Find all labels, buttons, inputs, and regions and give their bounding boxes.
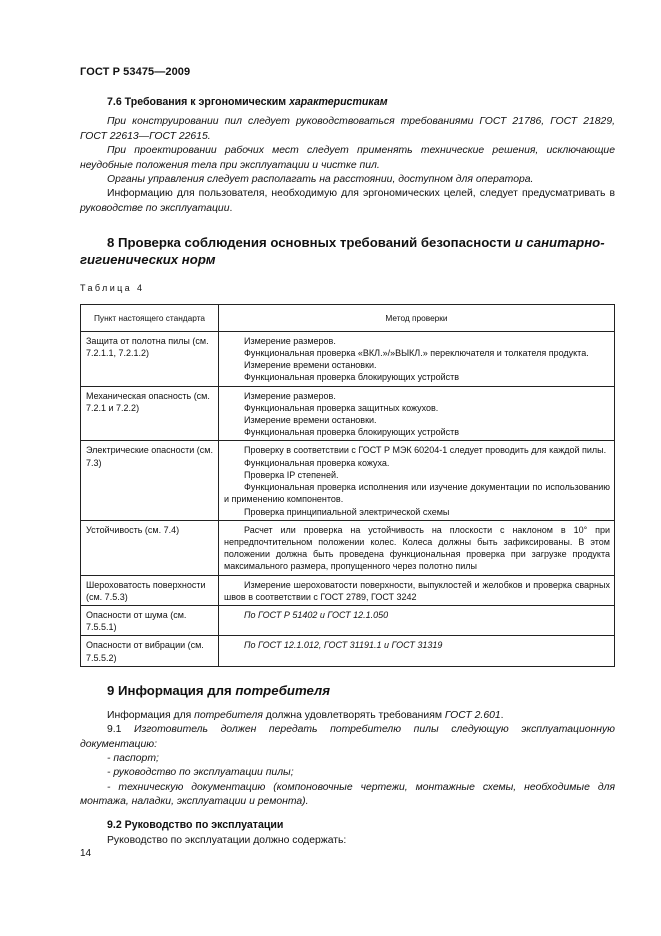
table-cell-method: Измерение шероховатости поверхности, выпуклостей и желобков и проверка сварных швов в соответствии с ГОСТ 2789, ГОСТ 3242 <box>219 575 615 605</box>
paragraph: Информацию для пользователя, необходимую для эргономических целей, следует предусматривать в руководстве по эксплуатации. <box>80 188 615 214</box>
section-8-title: 8 Проверка соблюдения основных требований безопасности и санитарно- гигиенических норм <box>80 235 605 268</box>
table-cell-method: Проверку в соответствии с ГОСТ Р МЭК 60204-1 следует проводить для каждой пилы. Функциональная проверка кожуха. Проверка IP степеней. Функциональная проверка исполнения или изучение документации по использованию и применению компонентов. Проверка принципиальной электрической схемы <box>219 441 615 520</box>
table-cell-method: Измерение размеров. Функциональная проверка защитных кожухов. Измерение времени остановки. Функциональная проверка блокирующих устройств <box>219 386 615 441</box>
section-7-6-title: 7.6 Требования к эргономическим характеристикам <box>107 96 388 108</box>
table-row <box>81 441 615 520</box>
list-item: - техническую документацию (компоновочные чертежи, монтажные схемы, необходимые для монтажа, наладки, эксплуатации и ремонта). <box>80 781 615 808</box>
table-row <box>81 386 615 441</box>
column-header: Пункт настоящего стандарта <box>81 304 219 331</box>
table-cell-item: Опасности от вибрации (см. 7.5.5.2) <box>81 636 219 666</box>
verification-table <box>80 304 615 667</box>
list-item: - руководство по эксплуатации пилы; <box>107 767 294 779</box>
page-number: 14 <box>80 848 92 859</box>
paragraph: Руководство по эксплуатации должно содержать: <box>107 834 347 846</box>
paragraph: Информация для потребителя должна удовлетворять требованиям ГОСТ 2.601. <box>107 709 504 721</box>
paragraph: Органы управления следует располагать на расстоянии, доступном для оператора. <box>107 174 534 186</box>
table-row <box>81 575 615 605</box>
document-body <box>80 95 615 848</box>
table-row <box>81 520 615 575</box>
table-cell-item: Механическая опасность (см. 7.2.1 и 7.2.2) <box>81 386 219 441</box>
table-cell-item: Опасности от шума (см. 7.5.5.1) <box>81 605 219 635</box>
table-cell-method: Измерение размеров. Функциональная проверка «ВКЛ.»/»ВЫКЛ.» переключателя и толкателя продукта. Измерение времени остановки. Функциональная проверка блокирующих устройств <box>219 331 615 386</box>
document-header: ГОСТ Р 53475—2009 <box>80 66 191 78</box>
paragraph: При конструировании пил следует руководствоваться требованиями ГОСТ 21786, ГОСТ 21829, ГОСТ 22613—ГОСТ 22615. <box>80 116 615 142</box>
table-cell-method: Расчет или проверка на устойчивость на плоскости с наклоном в 10° при непредпочтительном положении колес. Колеса должны быть зафиксированы. В этом положении должна быть проведена функциональная проверка при загрузке продукта максимального размера, пропущенного через полотно пилы <box>219 520 615 575</box>
table-cell-method: По ГОСТ 12.1.012, ГОСТ 31191.1 и ГОСТ 31319 <box>219 636 615 666</box>
section-9-title: 9 Информация для потребителя <box>107 682 330 698</box>
table-cell-item: Электрические опасности (см. 7.3) <box>81 441 219 520</box>
column-header: Метод проверки <box>219 304 615 331</box>
paragraph: 9.1 Изготовитель должен передать потребителю пилы следующую эксплуатационную документацию: <box>80 724 615 750</box>
table-row <box>81 636 615 666</box>
table-row <box>81 331 615 386</box>
table-cell-item: Устойчивость (см. 7.4) <box>81 520 219 575</box>
table-header-row <box>81 304 615 331</box>
list-item: - паспорт; <box>107 752 159 764</box>
table-cell-item: Шероховатость поверхности (см. 7.5.3) <box>81 575 219 605</box>
table-caption: Таблица 4 <box>80 283 145 294</box>
table-row <box>81 605 615 635</box>
paragraph: При проектировании рабочих мест следует применять технические решения, исключающие неудобные положения тела при эксплуатации и чистке пил. <box>80 145 615 171</box>
table-cell-item: Защита от полотна пилы (см. 7.2.1.1, 7.2.1.2) <box>81 331 219 386</box>
section-9-2-title: 9.2 Руководство по эксплуатации <box>107 818 284 831</box>
table-cell-method: По ГОСТ Р 51402 и ГОСТ 12.1.050 <box>219 605 615 635</box>
